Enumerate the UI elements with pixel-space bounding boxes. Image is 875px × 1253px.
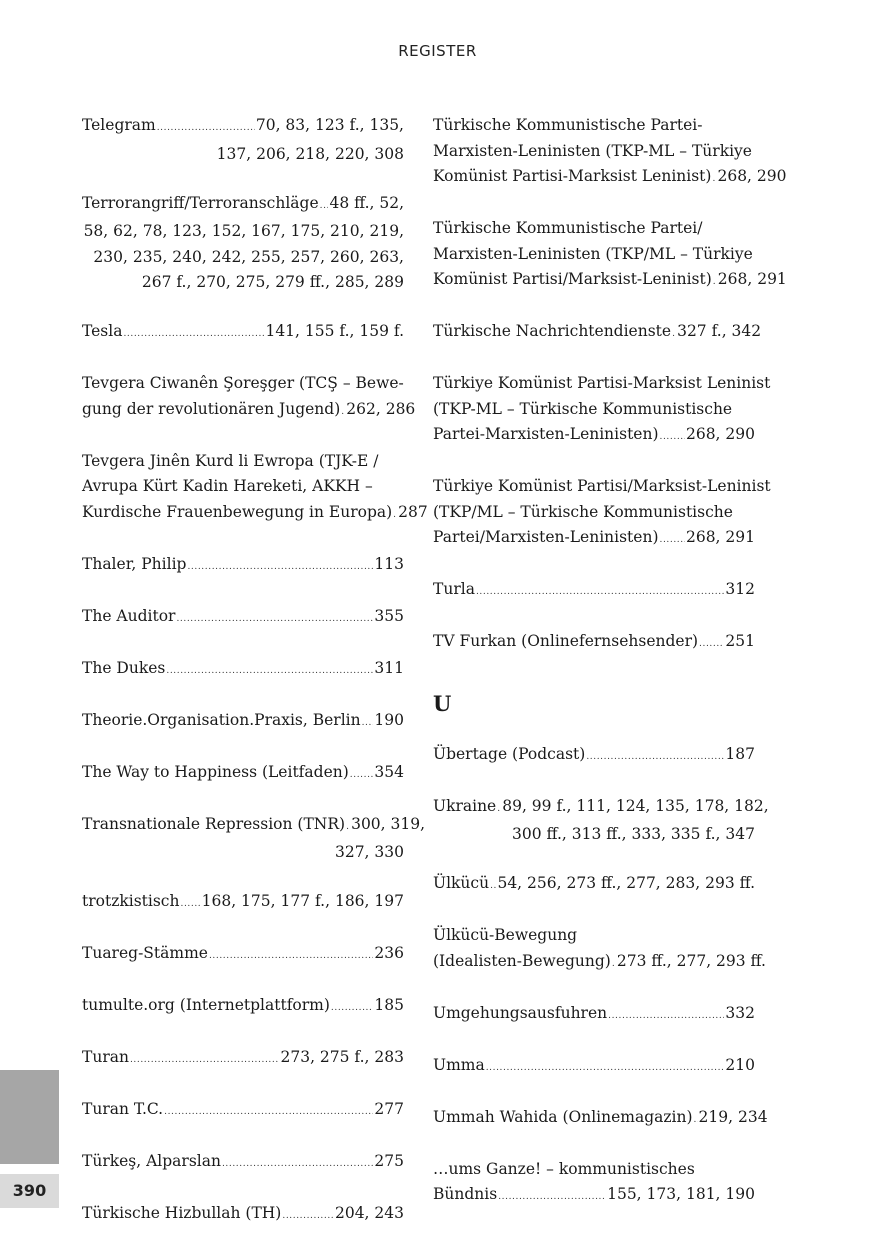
index-entry (82, 1045, 404, 1074)
entry-term-line: Umgehungsausfuhren (433, 1003, 608, 1022)
entry-pages: 262, 286 (346, 399, 416, 418)
entry-leader-row (82, 760, 404, 789)
entry-pages: 312 (725, 580, 755, 598)
index-entry (82, 449, 428, 529)
entry-pages: 185 (374, 996, 404, 1014)
entry-term-line: The Auditor (82, 606, 176, 625)
entry-term-line: Bündnis (433, 1185, 498, 1203)
entry-term-line: Turla (433, 580, 475, 598)
entry-term-line: Türkiye Komünist Partisi-Marksist Leninist (433, 374, 771, 392)
entry-leader-row (82, 552, 404, 581)
entry-pages: 155, 173, 181, 190 (607, 1185, 755, 1203)
entry-pages-continued: 267 f., 270, 275, 279 ff., 285, 289 (141, 273, 404, 291)
entry-pages: 141, 155 f., 159 f. (265, 322, 404, 340)
entry-term-line: (TKP-ML – Türkische Kommunistische (433, 399, 733, 418)
entry-pages: 210 (725, 1055, 755, 1074)
entry-term-line: tumulte.org (Internetplattform) (82, 996, 330, 1014)
leader-dots (341, 400, 345, 426)
entry-pages: 54, 256, 273 ff., 277, 283, 293 ff. (497, 874, 755, 892)
index-entry (433, 742, 755, 771)
entry-term-line: gung der revolutionären Jugend) (82, 399, 341, 418)
entry-term-line: Ülkücü (433, 874, 490, 892)
leader-dots (176, 607, 373, 633)
leader-dots (486, 1056, 725, 1082)
running-head: REGISTER (398, 42, 477, 60)
entry-term-line: Terrorangriff/Terroranschläge (82, 193, 319, 212)
leader-dots (164, 1100, 373, 1126)
leader-dots (672, 322, 676, 348)
entry-pages: 268, 290 (685, 425, 755, 443)
entry-leader-row (433, 319, 762, 348)
entry-pages: 219, 234 (698, 1107, 768, 1126)
index-entry (82, 371, 416, 425)
entry-leader-row (433, 742, 755, 771)
index-entry (433, 1053, 755, 1082)
entry-term-line: Türkiye Komünist Partisi/Marksist-Leninist (433, 477, 771, 495)
index-entry (433, 871, 755, 900)
leader-dots (157, 116, 255, 142)
leader-dots (490, 874, 496, 900)
leader-dots (498, 1185, 606, 1211)
leader-dots (476, 580, 724, 606)
entry-pages-continued: 58, 62, 78, 123, 152, 167, 175, 210, 219, (83, 222, 404, 240)
entry-leader-row (433, 949, 766, 978)
entry-term-line: Theorie.Organisation.Praxis, Berlin (82, 710, 361, 729)
index-entry (82, 1149, 404, 1178)
index-entry (433, 371, 771, 451)
entry-pages: 287 (398, 502, 428, 521)
entry-term-line: Partei/Marxisten-Leninisten) (433, 528, 659, 546)
index-entry (82, 760, 404, 789)
index-entry (433, 113, 787, 193)
index-entry (82, 656, 404, 685)
entry-pages: 273, 275 f., 283 (280, 1048, 404, 1066)
entry-term-line: Umma (433, 1055, 485, 1074)
leader-dots (699, 632, 724, 658)
leader-dots (712, 167, 716, 193)
entry-term-line: Ülkücü-Bewegung (433, 926, 578, 944)
entry-term-line: Kurdische Frauenbewegung in Europa) (82, 502, 393, 521)
index-entry (82, 191, 404, 296)
entry-term-line: Türkische Kommunistische Partei- (433, 116, 703, 134)
entry-term-line: Telegram (82, 116, 156, 134)
index-entry (433, 216, 787, 296)
entry-leader-row (82, 319, 404, 348)
entry-pages: 275 (374, 1152, 404, 1170)
index-entry (82, 812, 426, 866)
leader-dots (123, 322, 264, 348)
thumb-tab (0, 1070, 59, 1164)
entry-leader-row (433, 1182, 755, 1211)
leader-dots (346, 815, 350, 841)
entry-leader-row (82, 191, 404, 220)
index-column-right (433, 113, 787, 1234)
entry-pages: 251 (725, 632, 755, 650)
entry-leader-row (433, 525, 755, 554)
leader-dots (209, 944, 373, 970)
entry-term-line: Türkische Nachrichtendienste (433, 322, 672, 340)
entry-pages: 204, 243 (334, 1204, 404, 1222)
entry-leader-row (82, 604, 404, 633)
entry-pages: 273 ff., 277, 293 ff. (616, 951, 766, 970)
entry-term-line: The Dukes (82, 658, 166, 677)
leader-dots (222, 1152, 373, 1178)
entry-term-line: TV Furkan (Onlinefernsehsender) (433, 632, 699, 650)
entry-term-line: trotzkistisch (82, 892, 180, 910)
entry-term-line: Komünist Partisi-Marksist Leninist) (433, 167, 712, 185)
entry-leader-row (82, 656, 404, 685)
entry-leader-row (433, 1053, 755, 1082)
index-entry (82, 993, 404, 1022)
leader-dots (282, 1204, 334, 1230)
index-section-u (433, 742, 769, 1211)
entry-leader-row (433, 1001, 755, 1030)
entry-term-line: Komünist Partisi/Marksist-Leninist) (433, 270, 712, 288)
entry-leader-row (82, 812, 426, 841)
entry-pages: 311 (374, 658, 404, 677)
index-entry (433, 1157, 755, 1211)
entry-pages-continued: 137, 206, 218, 220, 308 (216, 144, 404, 163)
entry-term-line: Marxisten-Leninisten (TKP-ML – Türkiye (433, 141, 752, 160)
entry-term-line: Thaler, Philip (82, 554, 187, 573)
entry-leader-row (433, 1105, 768, 1134)
entry-pages: 268, 291 (717, 270, 787, 288)
leader-dots (187, 555, 373, 581)
entry-leader-row (433, 794, 769, 823)
entry-term-line: Ummah Wahida (Onlinemagazin) (433, 1107, 693, 1126)
entry-term-line: Ukraine (433, 796, 497, 815)
entry-term-line: Türkische Kommunistische Partei/ (433, 219, 703, 237)
entry-term-line: (Idealisten-Bewegung) (433, 951, 611, 970)
entry-pages: 236 (374, 944, 404, 962)
leader-dots (497, 797, 501, 823)
index-section-t (433, 113, 787, 658)
entry-term-line: Tevgera Jinên Kurd li Ewropa (TJK-E / (82, 451, 379, 470)
entry-pages-continued: 230, 235, 240, 242, 255, 257, 260, 263, (93, 247, 404, 266)
entry-pages: 327 f., 342 (677, 322, 762, 340)
leader-dots (331, 996, 373, 1022)
leader-dots (660, 528, 685, 554)
index-entry (433, 1001, 755, 1030)
entry-leader-row (82, 397, 416, 426)
index-entry (82, 708, 404, 737)
leader-dots (713, 270, 717, 296)
entry-pages: 113 (374, 554, 404, 573)
index-entry (82, 941, 404, 970)
entry-term-line: Turan (82, 1048, 129, 1066)
entry-leader-row (82, 1149, 404, 1178)
entry-leader-row (82, 1045, 404, 1074)
entry-pages: 268, 290 (717, 167, 787, 185)
index-entry (82, 1201, 404, 1230)
entry-leader-row (82, 1097, 404, 1126)
entry-term-line: Marxisten-Leninisten (TKP/ML – Türkiye (433, 244, 753, 263)
entry-term-line: …ums Ganze! – kommunistisches (433, 1159, 695, 1178)
index-entry (433, 1105, 768, 1134)
entry-pages: 89, 99 f., 111, 124, 135, 178, 182, (502, 796, 769, 815)
page-number: 390 (0, 1174, 59, 1208)
index-entry (433, 923, 766, 977)
entry-pages: 354 (374, 762, 404, 781)
leader-dots (350, 763, 374, 789)
leader-dots (393, 503, 397, 529)
entry-pages: 187 (725, 744, 755, 763)
entry-leader-row (82, 500, 428, 529)
entry-term-line: Turan T.C. (82, 1100, 164, 1118)
entry-leader-row (82, 889, 404, 918)
entry-term-line: Türkische Hizbullah (TH) (82, 1204, 282, 1222)
entry-leader-row (82, 708, 404, 737)
entry-leader-row (433, 164, 787, 193)
leader-dots (694, 1108, 698, 1134)
entry-pages: 332 (725, 1003, 755, 1022)
leader-dots (320, 194, 329, 220)
entry-leader-row (433, 267, 787, 296)
index-entry (433, 794, 769, 848)
entry-leader-row (433, 422, 755, 451)
entry-leader-row (82, 1201, 404, 1230)
entry-leader-row (82, 113, 404, 142)
index-entry (433, 629, 755, 658)
section-letter-heading: U (433, 690, 452, 716)
leader-dots (180, 892, 200, 918)
leader-dots (166, 659, 373, 685)
entry-pages: 300, 319, (351, 814, 426, 833)
index-entry (433, 577, 755, 606)
index-entry (82, 1097, 404, 1126)
index-column-left (82, 113, 428, 1253)
entry-pages: 355 (374, 606, 404, 625)
entry-term-line: Tesla (82, 322, 123, 340)
entry-leader-row (433, 629, 755, 658)
index-entry (82, 113, 404, 167)
entry-pages: 277 (374, 1100, 404, 1118)
entry-leader-row (433, 871, 755, 900)
entry-pages: 168, 175, 177 f., 186, 197 (201, 892, 404, 910)
entry-term-line: Transnationale Repression (TNR) (82, 814, 346, 833)
entry-term-line: Türkeş, Alparslan (82, 1152, 221, 1170)
index-entry (433, 474, 771, 554)
index-entry (82, 552, 404, 581)
entry-term-line: (TKP/ML – Türkische Kommunistische (433, 502, 733, 521)
index-entry (82, 319, 404, 348)
entry-pages: 268, 291 (685, 528, 755, 546)
leader-dots (362, 711, 374, 737)
entry-pages: 70, 83, 123 f., 135, (255, 116, 404, 134)
leader-dots (586, 745, 724, 771)
leader-dots (608, 1004, 724, 1030)
leader-dots (660, 425, 685, 451)
entry-term-line: Avrupa Kürt Kadin Hareketi, AKKH – (82, 477, 373, 495)
entry-pages-continued: 300 ff., 313 ff., 333, 335 f., 347 (511, 825, 755, 843)
entry-term-line: Partei-Marxisten-Leninisten) (433, 425, 659, 443)
entry-pages: 48 ff., 52, (329, 193, 404, 212)
leader-dots (612, 952, 616, 978)
index-entry (82, 889, 404, 918)
entry-leader-row (82, 941, 404, 970)
entry-pages-continued: 327, 330 (334, 843, 404, 861)
entry-pages: 190 (374, 710, 404, 729)
leader-dots (130, 1048, 280, 1074)
entry-term-line: Übertage (Podcast) (433, 744, 586, 763)
entry-term-line: Tevgera Ciwanên Şoreşger (TCŞ – Bewe- (82, 374, 404, 392)
entry-term-line: Tuareg-Stämme (82, 944, 208, 962)
entry-leader-row (433, 577, 755, 606)
entry-leader-row (82, 993, 404, 1022)
index-entry (433, 319, 762, 348)
entry-term-line: The Way to Happiness (Leitfaden) (82, 762, 349, 781)
index-entry (82, 604, 404, 633)
